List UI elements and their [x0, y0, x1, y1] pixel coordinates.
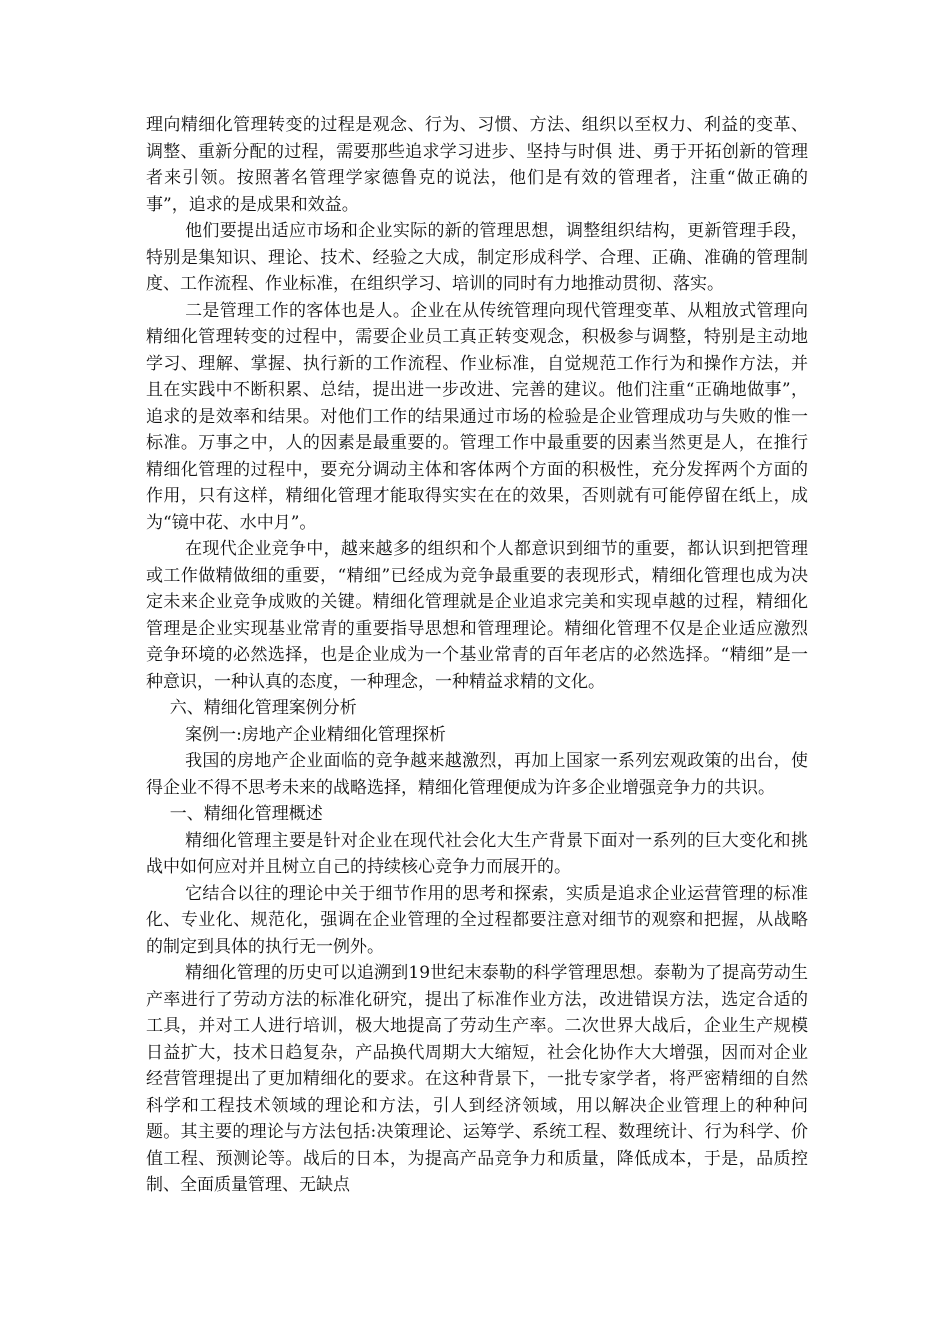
case-heading: 案例一:房地产企业精细化管理探析: [185, 724, 446, 745]
paragraph: 在现代企业竞争中，越来越多的组织和个人都意识到细节的重要，都认识到把管理或工作做精做细的重要，“精细”已经成为竞争最重要的表现形式，精细化管理也成为决定未来企业竞争成败的关键。精细化管理就是企业追求完美和实现卓越的过程，精细化管理是企业实现基业常青的重要指导思想和管理理论。精细化管理不仅是企业适应激烈竞争环境的必然选择，也是企业成为一个基业常青的百年老店的必然选择。“精细”是一种意识，一种认真的态度，一种理念，一种精益求精的文化。: [146, 539, 808, 692]
paragraph: 它结合以往的理论中关于细节作用的思考和探索，实质是追求企业运营管理的标准化、专业化、规范化，强调在企业管理的全过程都要注意对细节的观察和把握，从战略的制定到具体的执行无一例外。: [146, 883, 808, 957]
paragraph: 精细化管理主要是针对企业在现代社会化大生产背景下面对一系列的巨大变化和挑战中如何应对并且树立自己的持续核心竞争力而展开的。: [146, 830, 808, 877]
paragraph: 他们要提出适应市场和企业实际的新的管理思想，调整组织结构，更新管理手段，特别是集知识、理论、技术、经验之大成，制定形成科学、合理、正确、准确的管理制度、工作流程、作业标准，在组织学习、培训的同时有力地推动贯彻、落实。: [146, 221, 808, 294]
paragraph-continuation: 理向精细化管理转变的过程是观念、行为、习惯、方法、组织以至权力、利益的变革、调整、重新分配的过程，需要那些追求学习进步、坚持与时俱 进、勇于开拓创新的管理者来引领。按照著名管理学家德鲁克的说法，他们是有效的管理者，注重“做正确的事”，追求的是成果和效益。: [146, 115, 808, 215]
paragraph: 精细化管理的历史可以追溯到19世纪末泰勒的科学管理思想。泰勒为了提高劳动生产率进行了劳动方法的标准化研究，提出了标准作业方法，改进错误方法，选定合适的工具，并对工人进行培训，极大地提高了劳动生产率。二次世界大战后，企业生产规模日益扩大，技术日趋复杂，产品换代周期大大缩短，社会化协作大大增强，因而对企业经营管理提出了更加精细化的要求。在这种背景下，一批专家学者，将严密精细的自然科学和工程技术领域的理论和方法，引人到经济领域，用以解决企业管理上的种种问题。其主要的理论与方法包括:决策理论、运筹学、系统工程、数理统计、行为科学、价值工程、预测论等。战后的日本，为提高产品竞争力和质量，降低成本，于是，品质控制、全面质量管理、无缺点: [146, 963, 808, 1195]
paragraph: 我国的房地产企业面临的竞争越来越激烈，再加上国家一系列宏观政策的出台，使得企业不得不思考未来的战略选择，精细化管理便成为许多企业增强竞争力的共识。: [146, 751, 808, 798]
paragraph: 二是管理工作的客体也是人。企业在从传统管理向现代管理变革、从粗放式管理向精细化管理转变的过程中，需要企业员工真正转变观念，积极参与调整，特别是主动地学习、理解、掌握、执行新的工作流程、作业标准，自觉规范工作行为和操作方法，并且在实践中不断积累、总结，提出进一步改进、完善的建议。他们注重“正确地做事”，追求的是效率和结果。对他们工作的结果通过市场的检验是企业管理成功与失败的惟一标准。万事之中，人的因素是最重要的。管理工作中最重要的因素当然更是人，在推行精细化管理的过程中，要充分调动主体和客体两个方面的积极性，充分发挥两个方面的作用，只有这样，精细化管理才能取得实实在在的效果，否则就有可能停留在纸上，成为“镜中花、水中月”。: [146, 300, 808, 533]
section-heading: 六、精细化管理案例分析: [169, 698, 357, 718]
subsection-heading: 一、精细化管理概述: [169, 804, 323, 824]
document-body: [146, 112, 808, 1199]
